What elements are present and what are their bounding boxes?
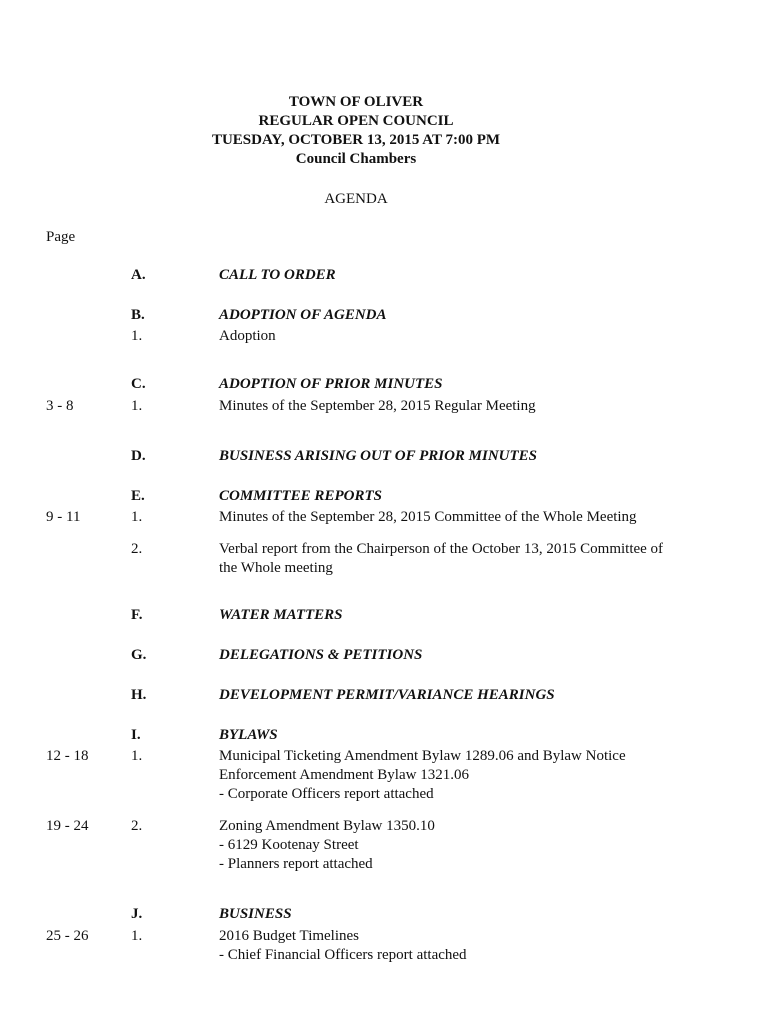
item-text: - Planners report attached [219,856,373,872]
section-letter-g: G. [131,647,147,663]
section-letter-f: F. [131,607,143,623]
page-column-label: Page [46,229,76,245]
section-title-adoption-of-agenda: ADOPTION OF AGENDA [219,307,387,323]
section-letter-j: J. [131,906,143,922]
section-title-business-arising: BUSINESS ARISING OUT OF PRIOR MINUTES [219,448,538,464]
section-title-adoption-of-prior-minutes: ADOPTION OF PRIOR MINUTES [219,376,443,392]
section-title-business: BUSINESS [219,906,292,922]
item-number: 1. [131,509,143,525]
item-page-range: 9 - 11 [46,509,81,525]
section-title-bylaws: BYLAWS [219,727,278,743]
item-number: 2. [131,818,143,834]
header-location: Council Chambers [295,151,417,167]
section-letter-i: I. [131,727,141,743]
item-number: 1. [131,398,143,414]
header-date-time: TUESDAY, OCTOBER 13, 2015 AT 7:00 PM [211,132,501,148]
item-text: Adoption [219,328,276,344]
section-letter-d: D. [131,448,146,464]
item-page-range: 25 - 26 [46,928,89,944]
section-letter-h: H. [131,687,147,703]
item-text: Zoning Amendment Bylaw 1350.10 [219,818,435,834]
item-text: Municipal Ticketing Amendment Bylaw 1289.06 and Bylaw Notice [219,748,626,764]
item-text: - 6129 Kootenay Street [219,837,359,853]
section-letter-b: B. [131,307,145,323]
item-text: Enforcement Amendment Bylaw 1321.06 [219,767,469,783]
section-letter-c: C. [131,376,146,392]
section-title-development-permit: DEVELOPMENT PERMIT/VARIANCE HEARINGS [219,687,555,703]
item-number: 1. [131,328,143,344]
section-letter-e: E. [131,488,145,504]
item-text: 2016 Budget Timelines [219,928,360,944]
item-text: Verbal report from the Chairperson of the October 13, 2015 Committee of [219,541,664,557]
header-meeting-type: REGULAR OPEN COUNCIL [258,113,454,129]
item-number: 1. [131,748,143,764]
item-text: Minutes of the September 28, 2015 Committee of the Whole Meeting [219,509,637,525]
item-page-range: 19 - 24 [46,818,89,834]
section-title-committee-reports: COMMITTEE REPORTS [219,488,382,504]
item-text: - Corporate Officers report attached [219,786,434,802]
section-title-water-matters: WATER MATTERS [219,607,343,623]
item-number: 2. [131,541,143,557]
item-page-range: 3 - 8 [46,398,74,414]
item-text: the Whole meeting [219,560,333,576]
section-title-delegations: DELEGATIONS & PETITIONS [219,647,423,663]
header-town: TOWN OF OLIVER [288,94,424,110]
section-letter-a: A. [131,267,146,283]
agenda-title: AGENDA [324,191,388,207]
section-title-call-to-order: CALL TO ORDER [219,267,336,283]
item-page-range: 12 - 18 [46,748,89,764]
item-text: Minutes of the September 28, 2015 Regular Meeting [219,398,536,414]
item-number: 1. [131,928,143,944]
item-text: - Chief Financial Officers report attached [219,947,467,963]
